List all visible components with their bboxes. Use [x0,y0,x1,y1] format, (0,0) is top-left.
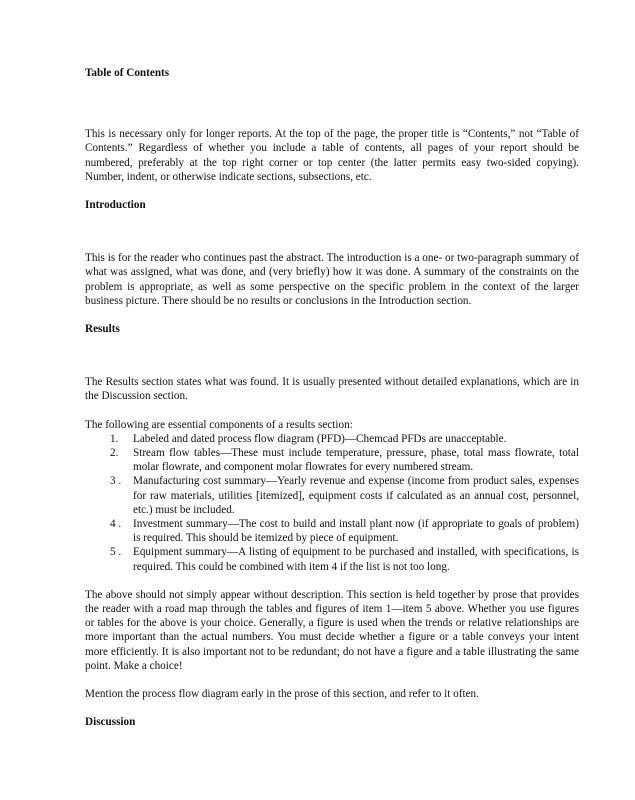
list-item-number: 5 . [110,546,122,559]
list-item-number: 1. [110,432,119,445]
list-item-text: Stream flow tables—These must include temperature, pressure, phase, total mass flowrate, total molar flowrate, and component molar flowrates for every numbered stream. [133,447,579,474]
list-item-number: 3 . [110,475,122,488]
results-paragraph-3: Mention the process flow diagram early in the prose of this section, and refer to it often. [85,688,479,701]
list-item [85,432,579,446]
list-item [85,446,579,474]
list-item [85,474,579,517]
discussion-heading: Discussion [85,716,136,729]
list-item-number: 2. [110,447,119,460]
document-page [85,66,579,730]
list-item-text: Investment summary—The cost to build and install plant now (if appropriate to goals of problem) is required. This should be itemized by piece of equipment. [133,518,579,545]
list-item [85,545,579,573]
toc-paragraph: This is necessary only for longer reports. At the top of the page, the proper title is “Contents,” not “Table of Contents.” Regardless of whether you include a table of contents, all pages of your report should be numbered, preferably at the top right corner or top center (the latter permits easy two-sided copying). Number, indent, or otherwise indicate sections, subsections, etc. [85,128,579,183]
results-paragraph-1: The Results section states what was found. It is usually presented without detailed explanations, which are in the Discussion section. [85,376,579,403]
list-item-text: Labeled and dated process flow diagram (PFD)—Chemcad PFDs are unacceptable. [133,432,507,445]
list-item-number: 4 . [110,518,122,531]
results-paragraph-2: The above should not simply appear without description. This section is held together by prose that provides the reader with a road map through the tables and figures of item 1—item 5 above. Whether you use figures or tables for the above is your choice. Generally, a figure is used when the trends or relative relationships are more important than the actual numbers. You must decide whether a figure or a table conveys your intent more efficiently. It is also important not to be redundant; do not have a figure and a table illustrating the same point. Make a choice! [85,588,579,672]
results-list-intro: The following are essential components of a results section: [85,418,353,431]
introduction-paragraph: This is for the reader who continues past the abstract. The introduction is a one- or two-paragraph summary of what was assigned, what was done, and (very briefly) how it was done. A summary of the constraints on the problem is appropriate, as well as some perspective on the specific problem in the context of the larger business picture. There should be no results or conclusions in the Introduction section. [85,252,579,307]
list-item [85,517,579,545]
list-item-text: Equipment summary—A listing of equipment to be purchased and installed, with specifications, is required. This could be combined with item 4 if the list is not too long. [133,546,579,573]
results-components-list [85,432,579,574]
results-heading: Results [85,323,120,336]
introduction-heading: Introduction [85,199,146,212]
list-item-text: Manufacturing cost summary—Yearly revenue and expense (income from product sales, expenses for raw materials, utilities [itemized], equipment costs if calculated as an annual cost, personnel, etc.) must be included. [133,475,579,516]
toc-heading: Table of Contents [85,67,170,79]
